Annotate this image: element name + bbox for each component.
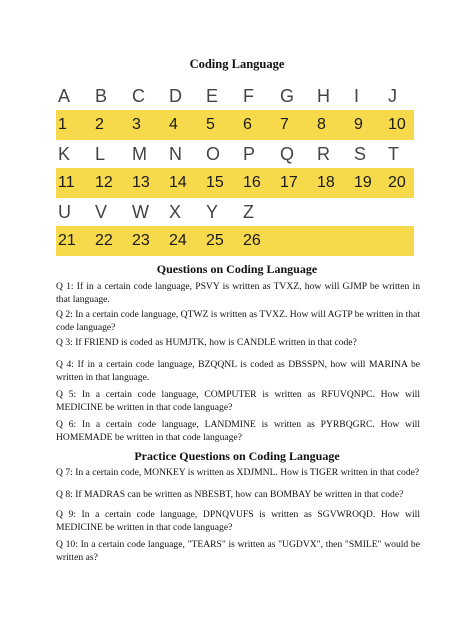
letter-cell: T [388,143,399,164]
number-cell: 4 [169,116,178,133]
letter-cell: F [243,85,254,106]
letter-cell: A [58,85,71,106]
number-cell: 10 [388,116,406,133]
alphabet-number-grid [56,82,414,256]
number-cell: 23 [132,232,150,249]
letter-cell: R [317,143,330,164]
numbers-row-3 [56,226,414,256]
question-2: Q 2: In a certain code language, QTWZ is written as TVXZ. How will AGTP be written in that code language? [56,309,420,333]
number-cell: 12 [95,174,113,191]
question-7: Q 7: In a certain code, MONKEY is written as XDJMNL. How is TIGER written in that code? [56,467,420,478]
number-cell: 2 [95,116,104,133]
number-cell: 11 [58,174,75,191]
letter-cell: O [206,143,221,164]
letter-cell: W [132,201,149,222]
letters-row-2 [56,140,414,168]
letters-row-1 [56,82,414,110]
letter-cell: K [58,143,71,164]
number-cell: 25 [206,232,224,249]
numbers-row-2 [56,168,414,198]
number-cell: 6 [243,116,252,133]
letter-cell: P [243,143,256,164]
letter-cell: E [206,85,219,106]
number-cell: 20 [388,174,406,191]
letter-cell: V [95,201,108,222]
number-cell: 19 [354,174,372,191]
letter-cell: S [354,143,367,164]
number-cell: 9 [354,116,363,133]
question-5: Q 5: In a certain code language, COMPUTER is written as RFUVQNPC. How will MEDICINE be written in that code language? [56,389,420,413]
letter-cell: X [169,201,182,222]
number-cell: 16 [243,174,261,191]
letter-cell: D [169,85,182,106]
letters-row-3 [56,198,414,226]
number-cell: 7 [280,116,289,133]
letter-cell: N [169,143,182,164]
letter-cell: L [95,143,106,164]
number-cell: 15 [206,174,224,191]
letter-cell: Q [280,143,295,164]
number-cell: 3 [132,116,141,133]
letter-cell: C [132,85,145,106]
number-cell: 26 [243,232,261,249]
question-9: Q 9: In a certain code language, DPNQVUFS is written as SGVWROQD. How will MEDICINE be written in that code language? [56,509,420,533]
letter-cell: Z [243,201,254,222]
letter-cell: B [95,85,108,106]
question-4: Q 4: If in a certain code language, BZQQNL is coded as DBSSPN, how will MARINA be written in that language. [56,359,420,383]
number-cell: 24 [169,232,187,249]
number-cell: 21 [58,232,76,249]
number-cell: 22 [95,232,113,249]
number-cell: 17 [280,174,298,191]
number-cell: 18 [317,174,335,191]
numbers-row-1 [56,110,414,140]
number-cell: 13 [132,174,150,191]
number-cell: 14 [169,174,187,191]
question-3: Q 3: If FRIEND is coded as HUMJTK, how is CANDLE written in that code? [56,337,357,348]
section-heading-questions: Questions on Coding Language [156,262,318,276]
letter-cell: G [280,85,295,106]
question-6: Q 6: In a certain code language, LANDMINE is written as PYRBQGRC. How will HOMEMADE be written in that code language? [56,419,420,443]
letter-cell: Y [206,201,219,222]
section-heading-practice: Practice Questions on Coding Language [134,449,340,463]
question-10: Q 10: In a certain code language, "TEARS" is written as "UGDVX", then "SMILE" would be written as? [56,539,420,563]
letter-cell: U [58,201,71,222]
number-cell: 5 [206,116,215,133]
question-1: Q 1: If in a certain code language, PSVY is written as TVXZ, how will GJMP be written in that language. [56,281,420,305]
page-title: Coding Language [189,57,285,71]
letter-cell: J [388,85,397,106]
letter-cell: M [132,143,147,164]
letter-cell: I [354,85,360,106]
number-cell: 8 [317,116,326,133]
question-8: Q 8: If MADRAS can be written as NBESBT, how can BOMBAY be written in that code? [56,489,404,500]
letter-cell: H [317,85,330,106]
number-cell: 1 [58,116,67,133]
